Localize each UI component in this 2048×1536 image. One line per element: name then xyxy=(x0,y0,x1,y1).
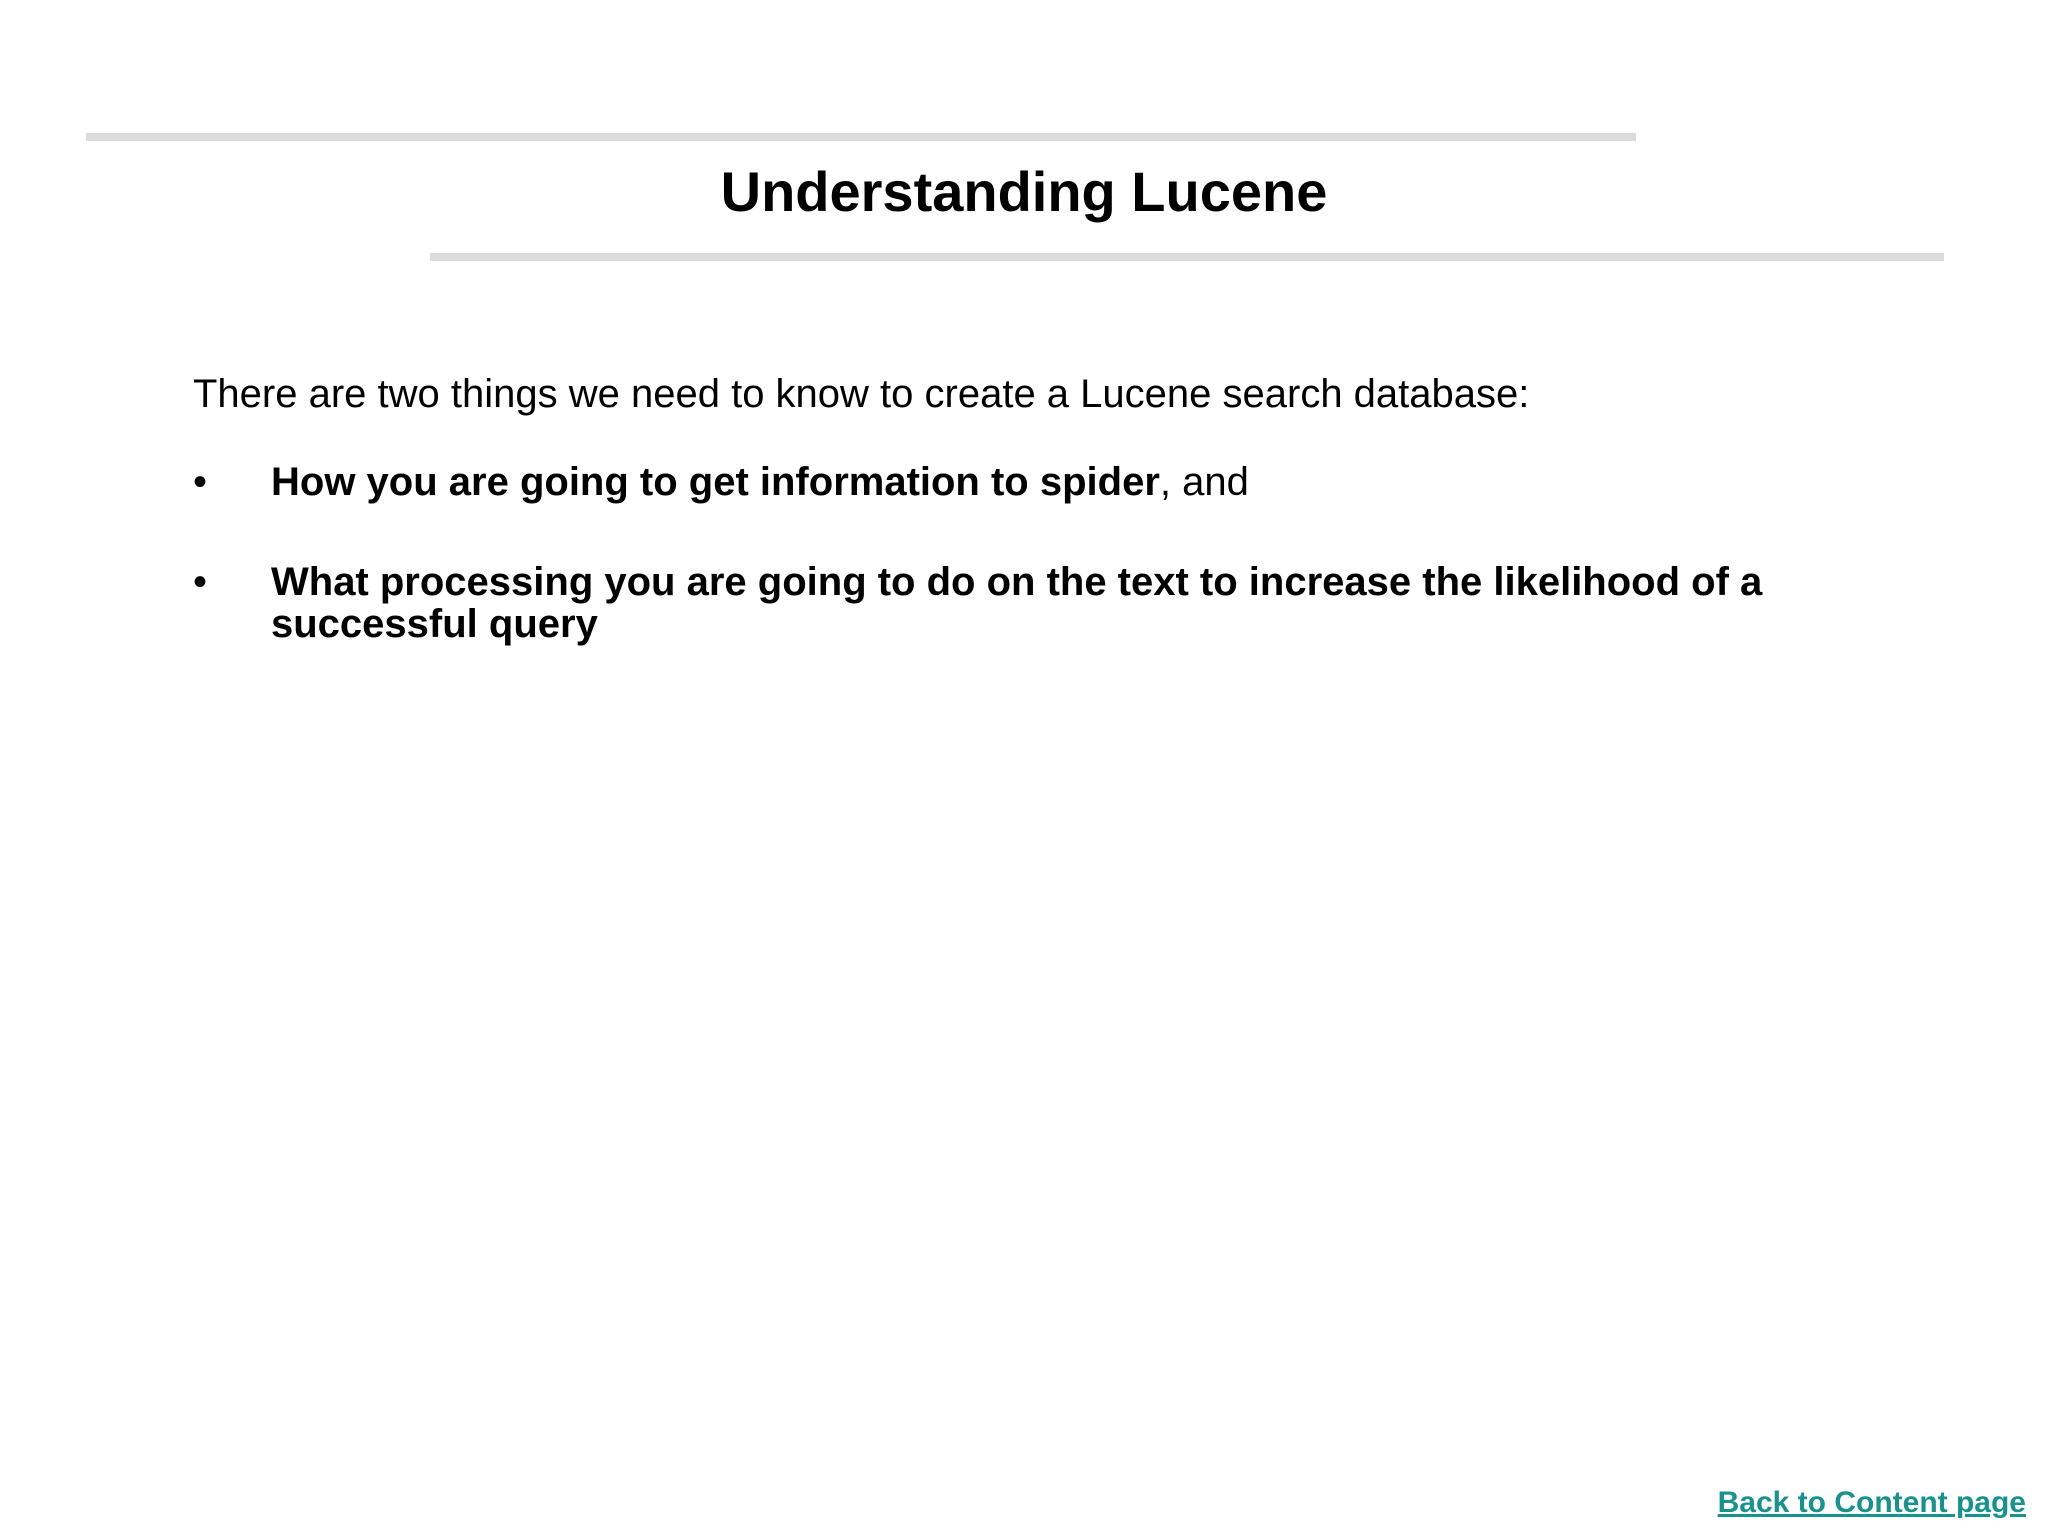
bullet-item xyxy=(193,561,1853,645)
back-to-content-link[interactable]: Back to Content page xyxy=(1717,1486,2026,1519)
bullet-list xyxy=(193,461,1853,645)
bullet-bold-text: What processing you are going to do on the text to increase the likelihood of a successful query xyxy=(271,560,1763,646)
slide-body xyxy=(193,365,1853,645)
bullet-marker: • xyxy=(193,560,208,604)
title-rule-top xyxy=(86,133,1636,141)
slide-title: Understanding Lucene xyxy=(720,160,1328,223)
title-rule-bottom xyxy=(430,253,1944,261)
intro-text: There are two things we need to know to create a Lucene search database: xyxy=(193,372,1530,416)
bullet-item xyxy=(193,461,1853,503)
bullet-marker: • xyxy=(193,460,208,504)
bullet-plain-text: , and xyxy=(1159,460,1249,504)
bullet-bold-text: How you are going to get information to spider xyxy=(271,460,1160,504)
